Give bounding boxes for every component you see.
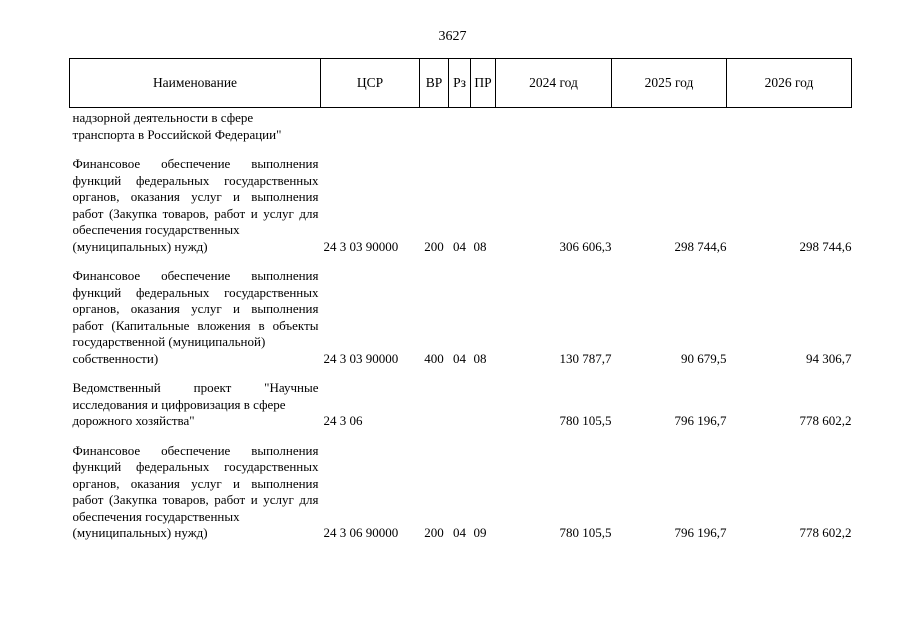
row-2026: 778 602,2	[799, 525, 852, 540]
row-2025	[612, 108, 727, 144]
row-vr: 200	[424, 238, 444, 254]
row-name	[70, 108, 321, 144]
table-row	[70, 143, 852, 255]
row-name-text: Финансовое обеспечение выполнения функций федеральных государственных органов, оказания услуг и выполнения работ (Капитальные вложения в объекты государственной (муниципальной)	[72, 268, 319, 349]
row-2025: 796 196,7	[674, 525, 727, 540]
row-name-last-line: (муниципальных) нужд)	[72, 238, 208, 254]
row-name-text: Финансовое обеспечение выполнения функций федеральных государственных органов, оказания услуг и выполнения работ (Закупка товаров, работ и услуг для обеспечения государственных	[72, 442, 319, 524]
row-pr	[471, 367, 496, 430]
row-2024	[496, 108, 612, 144]
row-2025: 298 744,6	[674, 238, 727, 254]
row-name-last-line: собственности)	[72, 350, 159, 366]
table-row	[70, 255, 852, 367]
row-2024: 780 105,5	[559, 525, 612, 540]
row-rz	[449, 108, 471, 144]
header-name: Наименование	[70, 59, 321, 108]
row-csr	[321, 108, 420, 144]
row-pr: 08	[473, 350, 487, 366]
row-2025: 90 679,5	[681, 350, 727, 366]
row-csr: 24 3 06	[323, 413, 363, 428]
row-name-text: Ведомственный проект "Научные исследования и цифровизация в сфере	[72, 380, 319, 412]
row-name	[70, 143, 321, 255]
row-pr: 09	[473, 525, 487, 540]
row-name-text: Финансовое обеспечение выполнения функций федеральных государственных органов, оказания услуг и выполнения работ (Закупка товаров, работ и услуг для обеспечения государственных	[72, 156, 319, 237]
header-2026: 2026 год	[727, 59, 852, 108]
table-row	[70, 367, 852, 430]
header-vr: ВР	[420, 59, 449, 108]
row-name-text: надзорной деятельности в сфере	[72, 110, 254, 125]
row-csr: 24 3 03 90000	[323, 238, 399, 254]
row-pr: 08	[473, 238, 487, 254]
header-pr: ПР	[471, 59, 496, 108]
row-2026: 298 744,6	[799, 238, 852, 254]
row-name	[70, 430, 321, 542]
row-rz: 04	[453, 350, 466, 366]
table-row	[70, 108, 852, 144]
row-name-last-line: транспорта в Российской Федерации"	[72, 126, 282, 142]
page-number: 3627	[438, 29, 467, 44]
row-pr	[471, 108, 496, 144]
row-csr: 24 3 03 90000	[323, 350, 399, 366]
row-name	[70, 255, 321, 367]
row-2026: 94 306,7	[806, 350, 852, 366]
row-2026	[727, 108, 852, 144]
header-2024: 2024 год	[496, 59, 612, 108]
row-2025: 796 196,7	[674, 413, 727, 428]
row-name	[70, 367, 321, 430]
row-2024: 306 606,3	[559, 238, 612, 254]
table-body	[70, 108, 852, 542]
budget-table	[69, 58, 852, 542]
row-csr: 24 3 06 90000	[323, 525, 399, 540]
table-header	[70, 59, 852, 108]
row-vr: 200	[424, 525, 444, 540]
header-csr: ЦСР	[321, 59, 420, 108]
row-2026: 778 602,2	[799, 413, 852, 428]
row-2024: 780 105,5	[559, 413, 612, 428]
row-vr: 400	[424, 350, 444, 366]
row-rz: 04	[453, 525, 466, 540]
row-vr	[420, 367, 449, 430]
row-name-last-line: (муниципальных) нужд)	[72, 525, 208, 540]
row-vr	[420, 108, 449, 144]
row-rz	[449, 367, 471, 430]
header-rz: Рз	[449, 59, 471, 108]
header-2025: 2025 год	[612, 59, 727, 108]
row-rz: 04	[453, 238, 466, 254]
row-name-last-line: дорожного хозяйства"	[72, 413, 195, 428]
row-2024: 130 787,7	[559, 350, 612, 366]
table-row	[70, 430, 852, 542]
